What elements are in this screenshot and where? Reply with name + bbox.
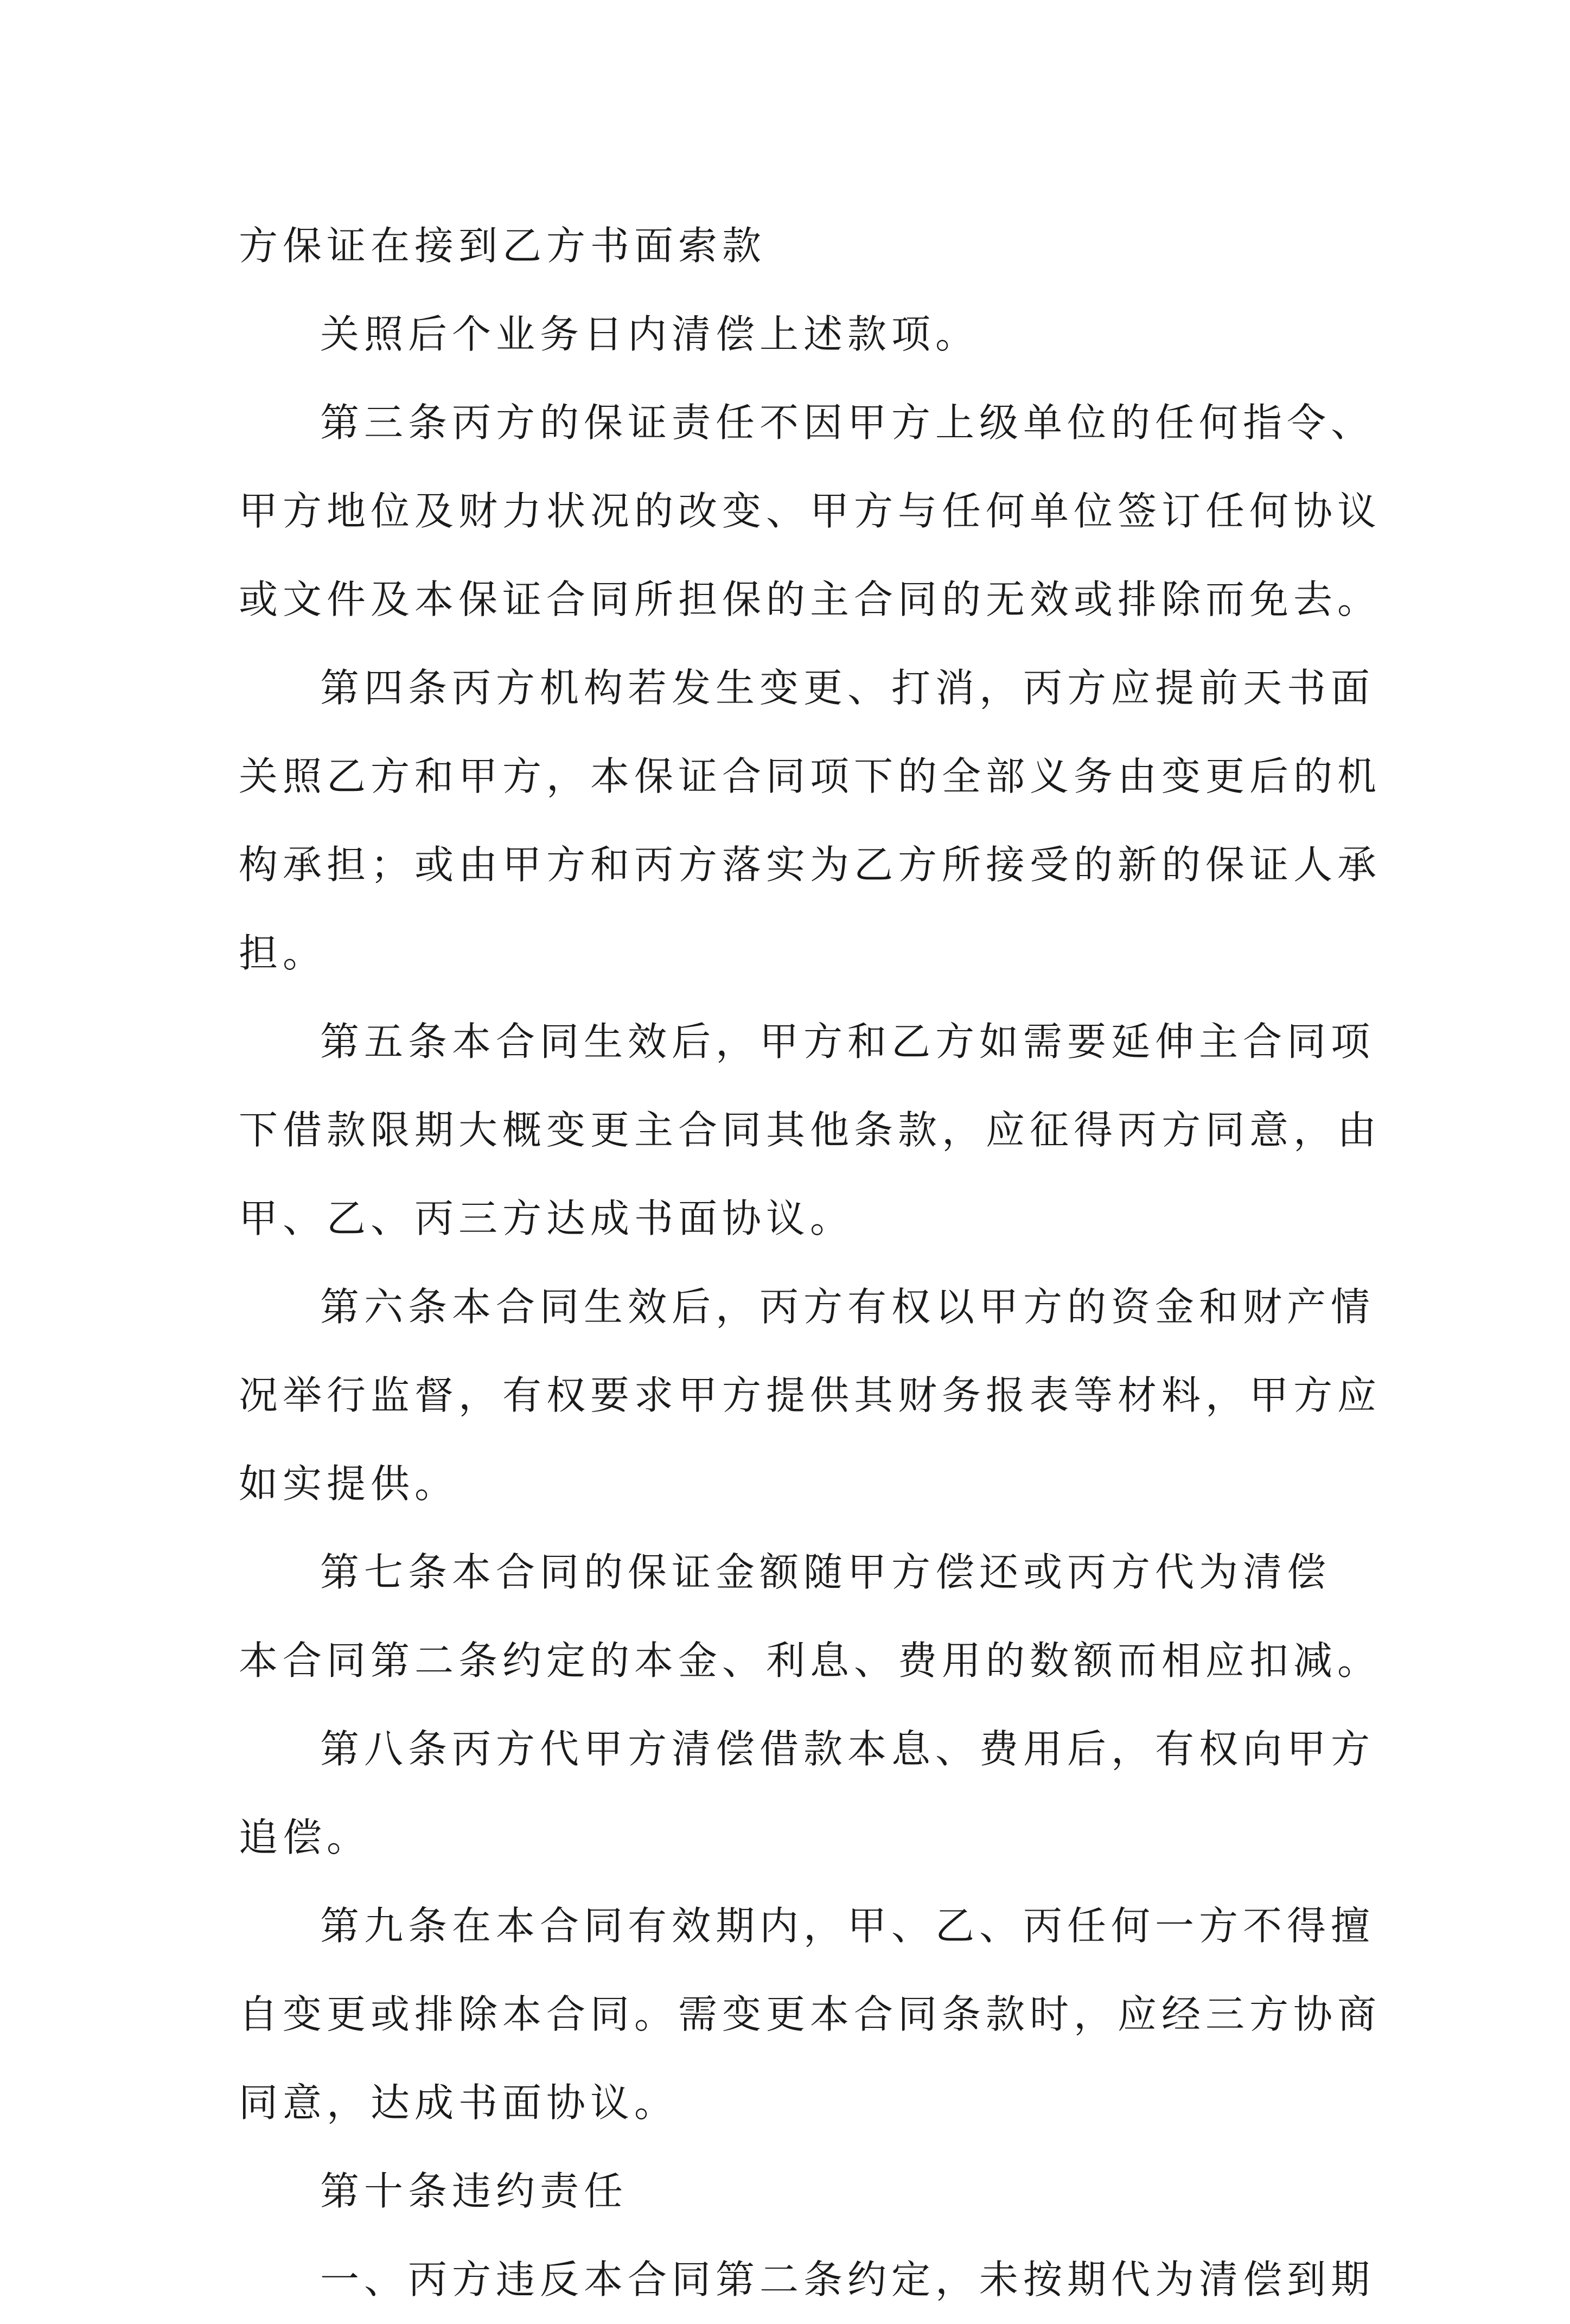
text-line: 第九条在本合同有效期内，甲、乙、丙任何一方不得擅 [320, 1903, 1375, 1949]
text-line: 第六条本合同生效后，丙方有权以甲方的资金和财产情 [320, 1284, 1375, 1330]
text-line: 第五条本合同生效后，甲方和乙方如需要延伸主合同项 [320, 1019, 1375, 1064]
text-line: 甲方地位及财力状况的改变、甲方与任何单位签订任何协议 [239, 488, 1382, 534]
text-line: 自变更或排除本合同。需变更本合同条款时，应经三方协商 [239, 1991, 1382, 2037]
text-line: 况举行监督，有权要求甲方提供其财务报表等材料，甲方应 [239, 1372, 1382, 1418]
text-line: 本合同第二条约定的本金、利息、费用的数额而相应扣减。 [239, 1638, 1382, 1683]
text-line: 第三条丙方的保证责任不因甲方上级单位的任何指令、 [320, 400, 1375, 445]
text-line: 如实提供。 [239, 1461, 459, 1506]
text-line: 第八条丙方代甲方清偿借款本息、费用后，有权向甲方 [320, 1726, 1375, 1772]
text-line: 第十条违约责任 [320, 2168, 628, 2214]
text-line: 第四条丙方机构若发生变更、打消，丙方应提前天书面 [320, 665, 1375, 711]
text-line: 一、丙方违反本合同第二条约定，未按期代为清偿到期 [320, 2257, 1375, 2302]
text-line: 下借款限期大概变更主合同其他条款，应征得丙方同意，由 [239, 1107, 1382, 1153]
text-line: 或文件及本保证合同所担保的主合同的无效或排除而免去。 [239, 577, 1382, 622]
document-body [239, 202, 1382, 2324]
text-line: 同意，达成书面协议。 [239, 2080, 679, 2125]
text-line: 甲、乙、丙三方达成书面协议。 [239, 1196, 854, 1241]
text-line: 关照乙方和甲方，本保证合同项下的全部义务由变更后的机 [239, 754, 1382, 799]
text-line: 关照后个业务日内清偿上述款项。 [320, 311, 980, 357]
text-line: 担。 [239, 930, 327, 976]
text-line: 构承担；或由甲方和丙方落实为乙方所接受的新的保证人承 [239, 842, 1382, 888]
text-line: 方保证在接到乙方书面索款 [239, 223, 767, 269]
text-line: 追偿。 [239, 1815, 371, 1860]
text-line: 第七条本合同的保证金额随甲方偿还或丙方代为清偿 [320, 1549, 1331, 1595]
